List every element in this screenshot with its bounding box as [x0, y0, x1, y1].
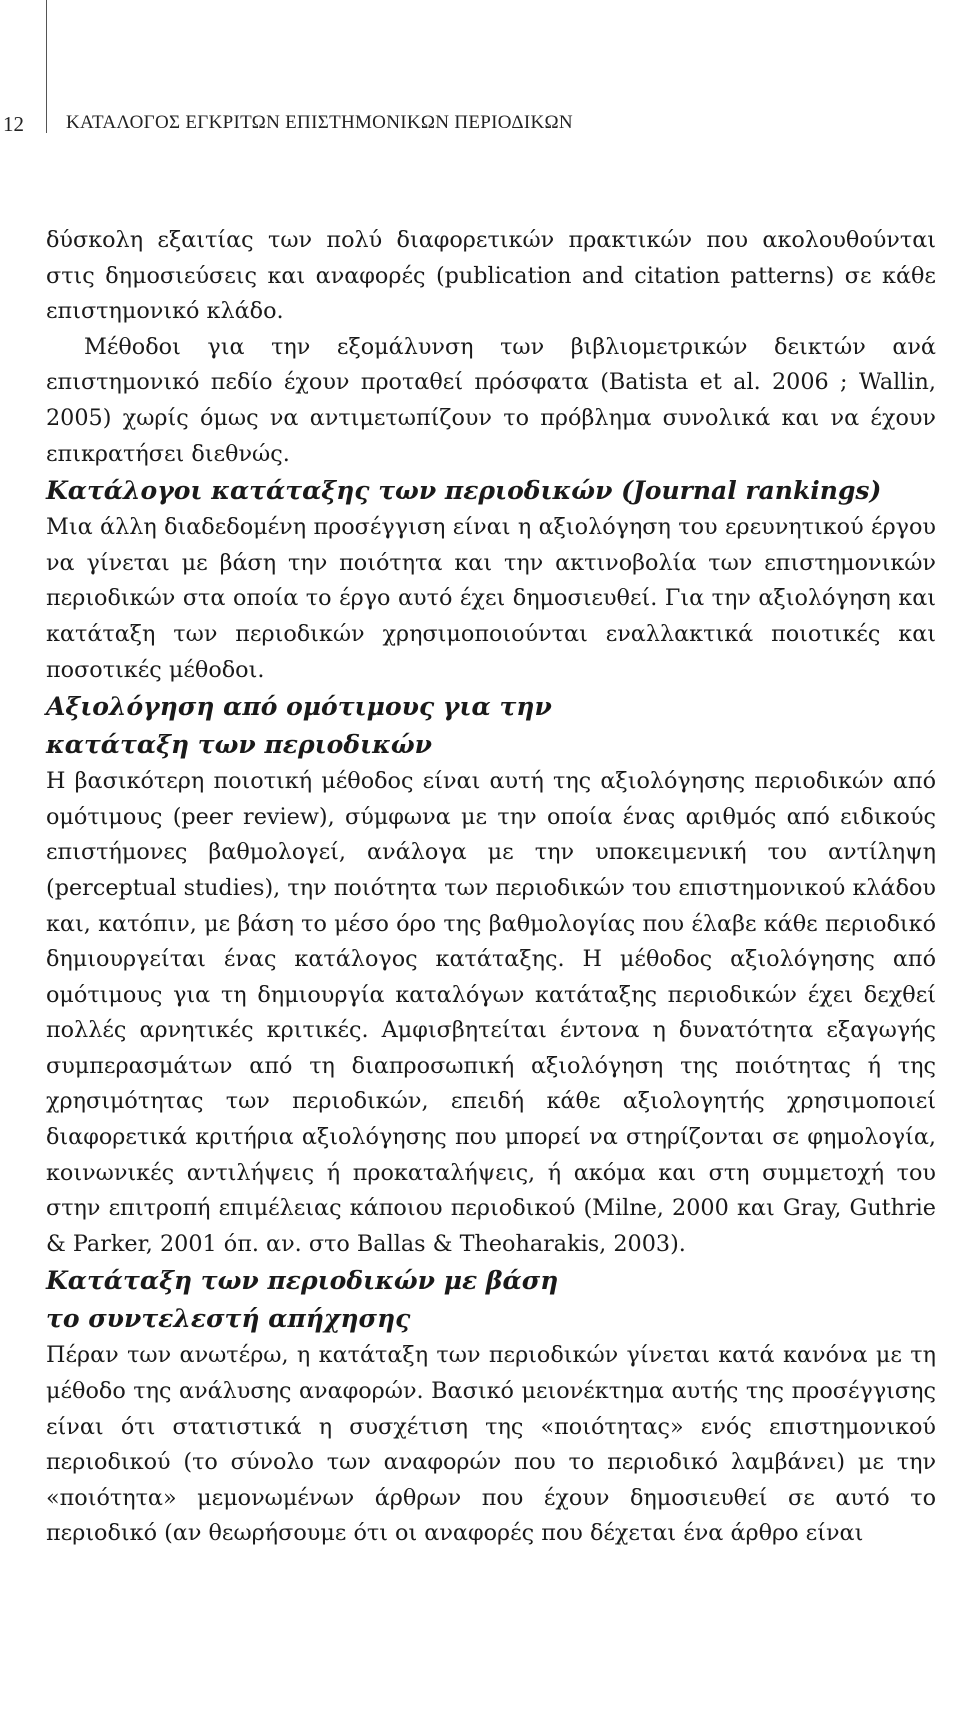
impact-factor-paragraph: Πέραν των ανωτέρω, η κατάταξη των περιοδικών γίνεται κατά κανόνα με τη μέθοδο της ανάλυσης αναφορών. Βασικό μειονέκτημα αυτής της προσέγγισης είναι ότι στατιστικά η συσχέτιση της «ποιότητας» ενός επιστημονικού περιοδικού (το σύνολο των αναφορών που το περιοδικό λαμβάνει) με την «ποιότητα» μεμονωμένων άρθρων που έχουν δημοσιευθεί σε αυτό το περιοδικό (αν θεωρήσουμε ότι οι αναφορές που δέχεται ένα άρθρο είναι [46, 1342, 936, 1547]
page-body [46, 223, 936, 1552]
peer-review-paragraph: Η βασικότερη ποιοτική μέθοδος είναι αυτή της αξιολόγησης περιοδικών από ομότιμους (peer review), σύμφωνα με την οποία ένας αριθμός από ειδικούς επιστήμονες βαθμολογεί, ανάλογα με την υποκειμενική του αντίληψη (perceptual studies), την ποιότητα των περιοδικών του επιστημονικού κλάδου και, κατόπιν, με βάση το μέσο όρο της βαθμολογίας που έλαβε κάθε περιοδικό δημιουργείται ένας κατάλογος κατάταξης. Η μέθοδος αξιολόγησης από ομότιμους για τη δημιουργία καταλόγων κατάταξης περιοδικών έχει δεχθεί πολλές αρνητικές κριτικές. Αμφισβητείται έντονα η δυνατότητα εξαγωγής συμπερασμάτων από τη διαπροσωπική αξιολόγηση της ποιότητας ή της χρησιμότητας των περιοδικών, επειδή κάθε αξιολογητής χρησιμοποιεί διαφορετικά κριτήρια αξιολόγησης που μπορεί να στηρίζονται σε φημολογία, κοινωνικές αντιλήψεις ή προκαταλήψεις, ή ακόμα και στη συμμετοχή του στην επιτροπή επιμέλειας κάποιου περιοδικού (Milne, 2000 και Gray, Guthrie & Parker, 2001 όπ. αν. στο Ballas & Theoharakis, 2003). [46, 768, 936, 1257]
heading-line: Αξιολόγηση από ομότιμους για την [46, 692, 552, 722]
page-number: 12 [3, 112, 24, 136]
heading-line: κατάταξη των περιοδικών [46, 730, 433, 760]
running-head: ΚΑΤΑΛΟΓΟΣ ΕΓΚΡΙΤΩΝ ΕΠΙΣΤΗΜΟΝΙΚΩΝ ΠΕΡΙΟΔΙΚΩΝ [66, 112, 573, 133]
heading-line: Κατάταξη των περιοδικών με βάση [46, 1266, 559, 1296]
section-heading-impact-factor [46, 1262, 936, 1338]
section-heading-journal-rankings: Κατάλογοι κατάταξης των περιοδικών (Journal rankings) [46, 476, 882, 506]
margin-rule [46, 0, 47, 133]
intro-paragraph-methods: Μέθοδοι για την εξομάλυνση των βιβλιομετρικών δεικτών ανά επιστημονικό πεδίο έχουν προταθεί πρόσφατα (Batista et al. 2006 ; Wallin, 2005) χωρίς όμως να αντιμετωπίζουν το πρόβλημα συνολικά και να έχουν επικρατήσει διεθνώς. [46, 333, 936, 467]
section-heading-peer-review [46, 688, 936, 764]
intro-paragraph: δύσκολη εξαιτίας των πολύ διαφορετικών πρακτικών που ακολουθούνται στις δημοσιεύσεις και αναφορές (publication and citation patterns) σε κάθε επιστημονικό κλάδο. [46, 227, 936, 325]
journal-rankings-paragraph: Μια άλλη διαδεδομένη προσέγγιση είναι η αξιολόγηση του ερευνητικού έργου να γίνεται με βάση την ποιότητα και την ακτινοβολία των επιστημονικών περιοδικών στα οποία το έργο αυτό έχει δημοσιευθεί. Για την αξιολόγηση και κατάταξη των περιοδικών χρησιμοποιούνται εναλλακτικά ποιοτικές και ποσοτικές μέθοδοι. [46, 514, 936, 683]
heading-line: το συντελεστή απήχησης [46, 1304, 411, 1334]
